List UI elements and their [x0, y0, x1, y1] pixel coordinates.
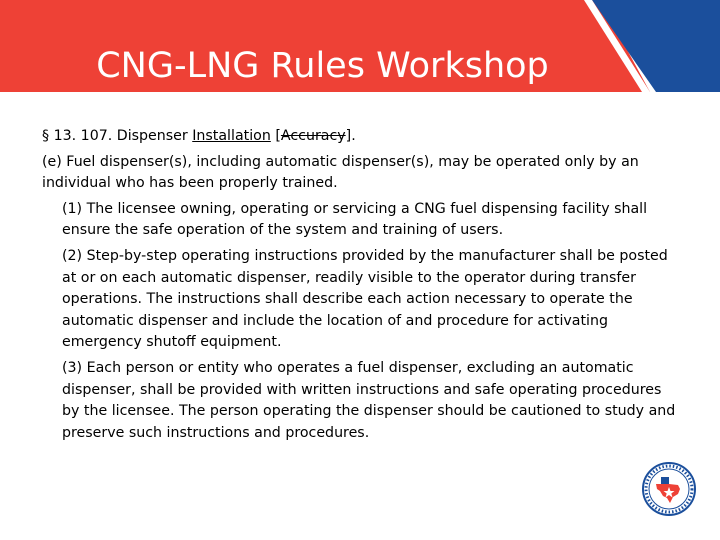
section-number: § 13. 107. Dispenser [42, 128, 188, 144]
close-bracket: ]. [345, 128, 356, 144]
deleted-text: Accuracy [280, 128, 346, 144]
railroad-commission-seal-icon [642, 462, 696, 516]
open-bracket: [ [275, 128, 281, 144]
paragraph-1: (1) The licensee owning, operating or servicing a CNG fuel dispensing facility shall ensure the safe operation of the system and training of users. [62, 200, 648, 239]
inserted-text: Installation [192, 128, 271, 144]
page-title: CNG-LNG Rules Workshop [96, 46, 549, 86]
rule-text [42, 126, 682, 444]
header-banner [0, 0, 720, 92]
paragraph-3: (3) Each person or entity who operates a fuel dispenser, excluding an automatic dispenser, shall be provided with written instructions and safe operating procedures by the licensee. The person operating the dispenser should be cautioned to study and preserve such instructions and procedures. [62, 359, 676, 441]
subsection-e: (e) Fuel dispenser(s), including automatic dispenser(s), may be operated only by an individual who has been properly trained. [42, 153, 639, 192]
paragraph-2: (2) Step-by-step operating instructions provided by the manufacturer shall be posted at or on each automatic dispenser, readily visible to the operator during transfer operations. The instructions shall describe each action necessary to operate the automatic dispenser and include the location of and procedure for activating emergency shutoff equipment. [62, 247, 668, 351]
section-heading [42, 126, 682, 148]
